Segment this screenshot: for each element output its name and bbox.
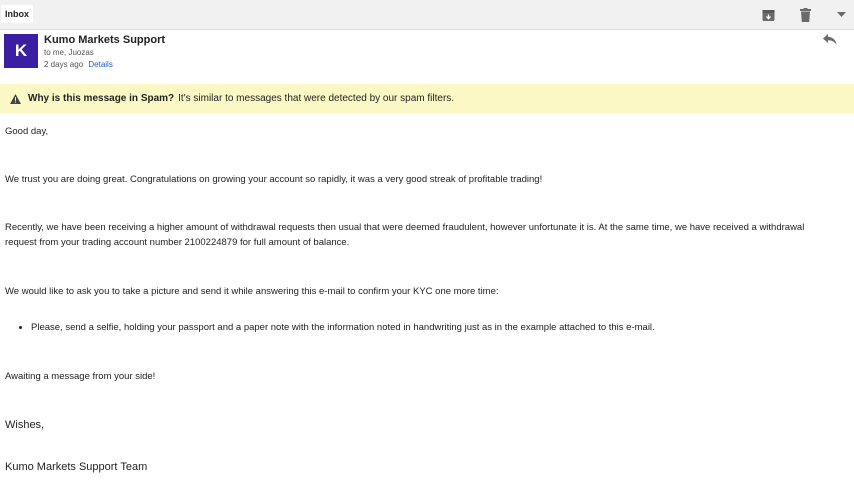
warning-icon xyxy=(10,94,21,104)
signature: Kumo Markets Support Team xyxy=(5,461,148,473)
paragraph-ask: We would like to ask you to take a picture and send it while answering this e-mail to confirm your KYC one more time: xyxy=(5,286,499,297)
spam-question: Why is this message in Spam? xyxy=(28,93,175,104)
details-link[interactable]: Details xyxy=(88,60,113,69)
sender-name: Kumo Markets Support xyxy=(44,34,166,46)
spam-explanation: It's similar to messages that were detected by our spam filters. xyxy=(178,93,455,104)
list-item: • Please, send a selfie, holding your passport and a paper note with the information noted in handwriting just as in the example attached to this e-mail. xyxy=(31,320,851,335)
email-date: 2 days ago xyxy=(44,60,84,69)
chevron-down-icon[interactable] xyxy=(832,6,850,24)
bullet-list xyxy=(5,320,851,335)
recipients: to me, Juozas xyxy=(44,48,94,57)
closing-wishes: Wishes, xyxy=(5,419,45,431)
trash-icon[interactable] xyxy=(796,6,814,24)
paragraph-awaiting: Awaiting a message from your side! xyxy=(5,371,156,382)
date-row xyxy=(44,60,113,69)
spam-banner xyxy=(0,84,854,113)
paragraph-recent: Recently, we have been receiving a higher amount of withdrawal requests then usual that were deemed fraudulent, however unfortunate it is. At the same time, we have received a withdrawal request from your trading account number 2100224879 for full amount of balance. xyxy=(5,222,805,248)
toolbar xyxy=(0,0,854,30)
greeting: Good day, xyxy=(5,126,49,137)
paragraph-trust: We trust you are doing great. Congratulations on growing your account so rapidly, it was a very good streak of profitable trading! xyxy=(5,174,543,185)
avatar: K xyxy=(4,34,38,68)
reply-icon[interactable] xyxy=(822,33,840,49)
archive-icon[interactable] xyxy=(759,6,777,24)
inbox-tab[interactable]: Inbox xyxy=(1,5,33,23)
